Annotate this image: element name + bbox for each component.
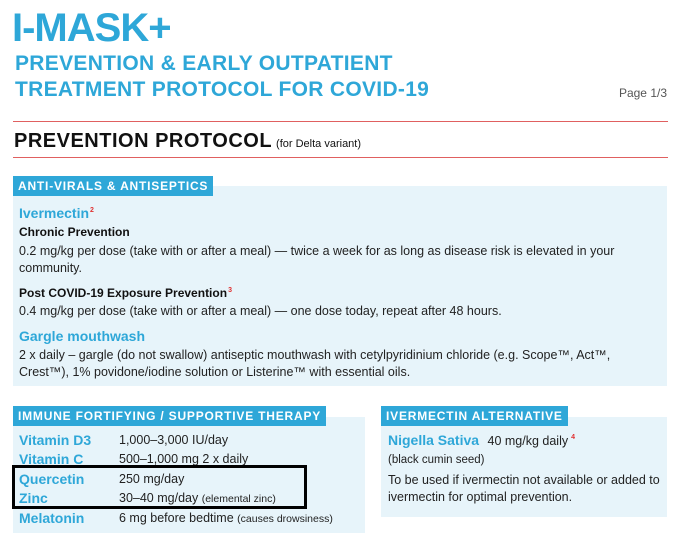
highlight-box <box>12 465 307 509</box>
immune-banner: IMMUNE FORTIFYING / SUPPORTIVE THERAPY <box>13 406 326 426</box>
ivermectin-heading <box>19 205 94 221</box>
page-number: Page 1/3 <box>618 86 667 100</box>
melatonin-dose-row <box>119 511 333 525</box>
subtitle-line-1: PREVENTION & EARLY OUTPATIENT <box>15 52 393 75</box>
post-exposure-title <box>19 286 232 300</box>
vitamin-d3-name: Vitamin D3 <box>19 432 92 448</box>
post-exposure-ref: 3 <box>228 287 232 294</box>
zinc-dose: 30–40 mg/day <box>119 491 199 505</box>
antivirals-banner: ANTI-VIRALS & ANTISEPTICS <box>13 176 213 196</box>
nigella-heading <box>388 432 575 450</box>
post-exposure-text: 0.4 mg/kg per dose (take with or after a meal) — one dose today, repeat after 48 hours. <box>19 304 502 318</box>
section-title-text: PREVENTION PROTOCOL <box>14 130 273 152</box>
alternative-text: To be used if ivermectin not available or added to ivermectin for optimal prevention. <box>388 473 660 504</box>
brand-logo: I-MASK+ <box>12 6 171 50</box>
quercetin-dose: 250 mg/day <box>119 472 185 486</box>
melatonin-dose: 6 mg before bedtime <box>119 511 234 525</box>
vitamin-d3-dose: 1,000–3,000 IU/day <box>119 433 229 447</box>
chronic-prevention-text: 0.2 mg/kg per dose (take with or after a meal) — twice a week for as long as disease risk is elevated in your community. <box>19 244 615 275</box>
post-exposure-title-text: Post COVID-19 Exposure Prevention <box>19 286 228 300</box>
nigella-common-name: (black cumin seed) <box>388 454 485 466</box>
alternative-banner: IVERMECTIN ALTERNATIVE <box>381 406 568 426</box>
section-note: (for Delta variant) <box>276 138 362 150</box>
vitamin-c-dose: 500–1,000 mg 2 x daily <box>119 452 249 466</box>
bottom-divider <box>13 157 668 158</box>
chronic-prevention-title: Chronic Prevention <box>19 225 130 239</box>
section-title <box>14 130 361 153</box>
melatonin-name: Melatonin <box>19 510 85 526</box>
subtitle-line-2: TREATMENT PROTOCOL FOR COVID-19 <box>15 78 430 101</box>
gargle-text: 2 x daily – gargle (do not swallow) antiseptic mouthwash with cetylpyridinium chloride (e.g. Scope™, Act™, Crest™), 1% povidone/iodine solution or Listerine™ with essential oils. <box>19 348 611 379</box>
melatonin-note: (causes drowsiness) <box>237 513 333 525</box>
gargle-heading: Gargle mouthwash <box>19 328 146 344</box>
nigella-ref: 4 <box>571 433 576 441</box>
zinc-note: (elemental zinc) <box>201 493 276 505</box>
top-divider <box>13 121 668 122</box>
quercetin-name: Quercetin <box>19 471 85 487</box>
vitamin-c-name: Vitamin C <box>19 451 84 467</box>
ivermectin-name: Ivermectin <box>19 205 90 221</box>
zinc-name: Zinc <box>19 490 48 506</box>
nigella-name: Nigella Sativa <box>388 432 480 448</box>
ivermectin-ref: 2 <box>90 207 94 215</box>
nigella-dose: 40 mg/kg daily <box>487 434 569 448</box>
